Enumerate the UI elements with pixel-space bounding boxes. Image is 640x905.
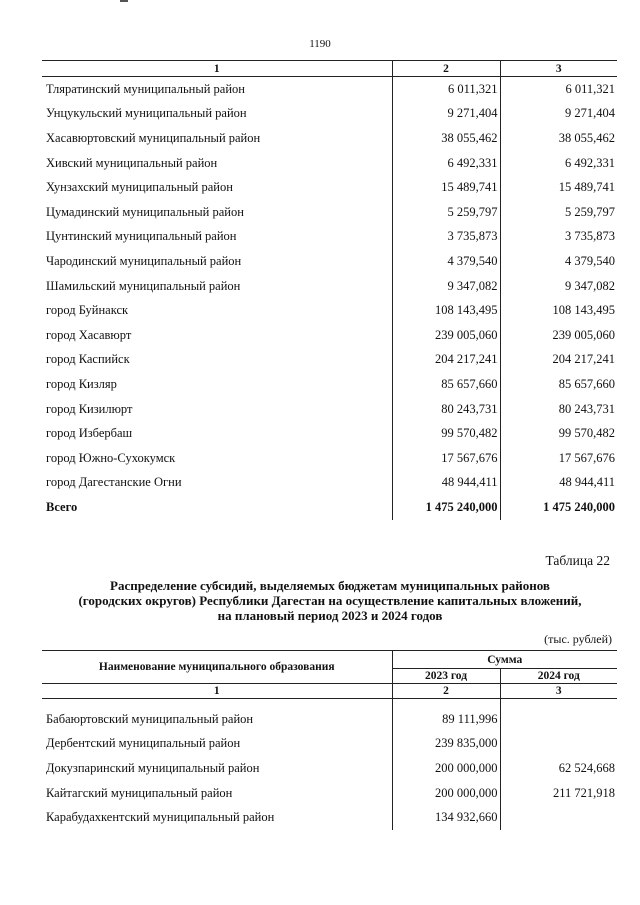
column-number-row (42, 61, 617, 77)
header-year-2024: 2024 год (500, 669, 617, 684)
row-value-col3 (500, 805, 617, 830)
row-value-col2: 80 243,731 (392, 397, 500, 422)
table-row (42, 225, 617, 250)
row-name: Хивский муниципальный район (46, 155, 218, 170)
units-label: (тыс. рублей) (544, 632, 612, 646)
row-value-col2: 38 055,462 (392, 126, 500, 151)
row-value-col2: 9 271,404 (392, 102, 500, 127)
row-value-col3: 6 492,331 (500, 151, 617, 176)
table-title-line: (городских округов) Республики Дагестан на осуществление капитальных вложений, (78, 593, 582, 608)
row-value-col3: 17 567,676 (500, 446, 617, 471)
row-value-col2: 200 000,000 (392, 756, 500, 781)
row-value-col3: 204 217,241 (500, 348, 617, 373)
total-row (42, 495, 617, 520)
col-number-1: 1 (42, 684, 392, 699)
row-value-col3: 85 657,660 (500, 372, 617, 397)
row-value-col3: 5 259,797 (500, 200, 617, 225)
row-value-col2: 3 735,873 (392, 225, 500, 250)
table-row (42, 298, 617, 323)
row-value-col2: 5 259,797 (392, 200, 500, 225)
table-row (42, 732, 617, 757)
col-number-2: 2 (392, 684, 500, 699)
row-name: город Хасавюрт (46, 327, 132, 342)
table-row (42, 699, 617, 732)
table-row (42, 446, 617, 471)
row-value-col2: 239 005,060 (392, 323, 500, 348)
row-value-col2: 85 657,660 (392, 372, 500, 397)
row-value-col3 (500, 699, 617, 732)
row-name: город Дагестанские Огни (46, 475, 182, 490)
row-value-col2: 9 347,082 (392, 274, 500, 299)
total-label: Всего (46, 499, 78, 514)
table-row (42, 421, 617, 446)
row-value-col3: 80 243,731 (500, 397, 617, 422)
table-title (30, 578, 630, 623)
row-value-col3: 62 524,668 (500, 756, 617, 781)
row-name: город Буйнакск (46, 303, 129, 318)
row-name: Хасавюртовский муниципальный район (46, 130, 261, 145)
row-value-col3: 99 570,482 (500, 421, 617, 446)
row-name: город Кизилюрт (46, 401, 133, 416)
header-year-2023: 2023 год (392, 669, 500, 684)
page-number: 1190 (309, 38, 331, 50)
row-name: Чародинский муниципальный район (46, 253, 242, 268)
header-sum: Сумма (392, 651, 617, 669)
col-number-3: 3 (500, 61, 617, 77)
table-row (42, 274, 617, 299)
row-value-col2: 108 143,495 (392, 298, 500, 323)
row-value-col3: 9 347,082 (500, 274, 617, 299)
row-value-col3: 239 005,060 (500, 323, 617, 348)
table-title-line: на плановый период 2023 и 2024 годов (217, 608, 443, 623)
total-value-col3: 1 475 240,000 (500, 495, 617, 520)
row-value-col3: 211 721,918 (500, 781, 617, 806)
total-value-col2: 1 475 240,000 (392, 495, 500, 520)
row-value-col3: 15 489,741 (500, 175, 617, 200)
row-name: Докузпаринский муниципальный район (46, 760, 260, 775)
row-name: город Южно-Сухокумск (46, 450, 176, 465)
row-value-col2: 204 217,241 (392, 348, 500, 373)
table-row (42, 175, 617, 200)
row-value-col3 (500, 732, 617, 757)
row-value-col3: 38 055,462 (500, 126, 617, 151)
row-value-col2: 200 000,000 (392, 781, 500, 806)
row-value-col3: 3 735,873 (500, 225, 617, 250)
row-name: Цумадинский муниципальный район (46, 204, 244, 219)
row-name: Карабудахкентский муниципальный район (46, 810, 275, 825)
table-row (42, 151, 617, 176)
row-value-col3: 48 944,411 (500, 471, 617, 496)
row-name: Хунзахский муниципальный район (46, 180, 233, 195)
row-value-col2: 89 111,996 (392, 699, 500, 732)
row-name: Цунтинский муниципальный район (46, 229, 237, 244)
row-name: город Кизляр (46, 376, 117, 391)
table-title-line: Распределение субсидий, выделяемых бюджетам муниципальных районов (110, 578, 550, 593)
row-value-col2: 239 835,000 (392, 732, 500, 757)
row-value-col2: 15 489,741 (392, 175, 500, 200)
table-row (42, 77, 617, 102)
table-row (42, 397, 617, 422)
table-row (42, 781, 617, 806)
table-row (42, 372, 617, 397)
row-name: город Каспийск (46, 352, 130, 367)
subsidy-table-22 (42, 650, 617, 830)
table-row (42, 805, 617, 830)
table-row (42, 102, 617, 127)
subsidy-table-continued (42, 60, 617, 520)
row-name: город Избербаш (46, 426, 133, 441)
table-row (42, 126, 617, 151)
row-value-col2: 4 379,540 (392, 249, 500, 274)
scan-mark (120, 0, 128, 2)
row-name: Тляратинский муниципальный район (46, 81, 245, 96)
table-row (42, 471, 617, 496)
row-name: Кайтагский муниципальный район (46, 785, 233, 800)
table-row (42, 200, 617, 225)
row-value-col2: 134 932,660 (392, 805, 500, 830)
row-value-col2: 48 944,411 (392, 471, 500, 496)
table-row (42, 348, 617, 373)
col-number-3: 3 (500, 684, 617, 699)
header-municipality-name: Наименование муниципального образования (42, 651, 392, 684)
row-value-col2: 6 011,321 (392, 77, 500, 102)
row-name: Бабаюртовский муниципальный район (46, 711, 254, 726)
table-row (42, 249, 617, 274)
table-number-label: Таблица 22 (545, 553, 610, 568)
row-name: Унцукульский муниципальный район (46, 106, 247, 121)
row-value-col3: 4 379,540 (500, 249, 617, 274)
row-value-col2: 17 567,676 (392, 446, 500, 471)
row-value-col3: 9 271,404 (500, 102, 617, 127)
table-row (42, 323, 617, 348)
row-value-col2: 6 492,331 (392, 151, 500, 176)
row-name: Шамильский муниципальный район (46, 278, 241, 293)
row-value-col3: 6 011,321 (500, 77, 617, 102)
row-value-col3: 108 143,495 (500, 298, 617, 323)
col-number-2: 2 (392, 61, 500, 77)
column-number-row (42, 684, 617, 699)
table-row (42, 756, 617, 781)
col-number-1: 1 (42, 61, 392, 77)
row-name: Дербентский муниципальный район (46, 736, 241, 751)
row-value-col2: 99 570,482 (392, 421, 500, 446)
